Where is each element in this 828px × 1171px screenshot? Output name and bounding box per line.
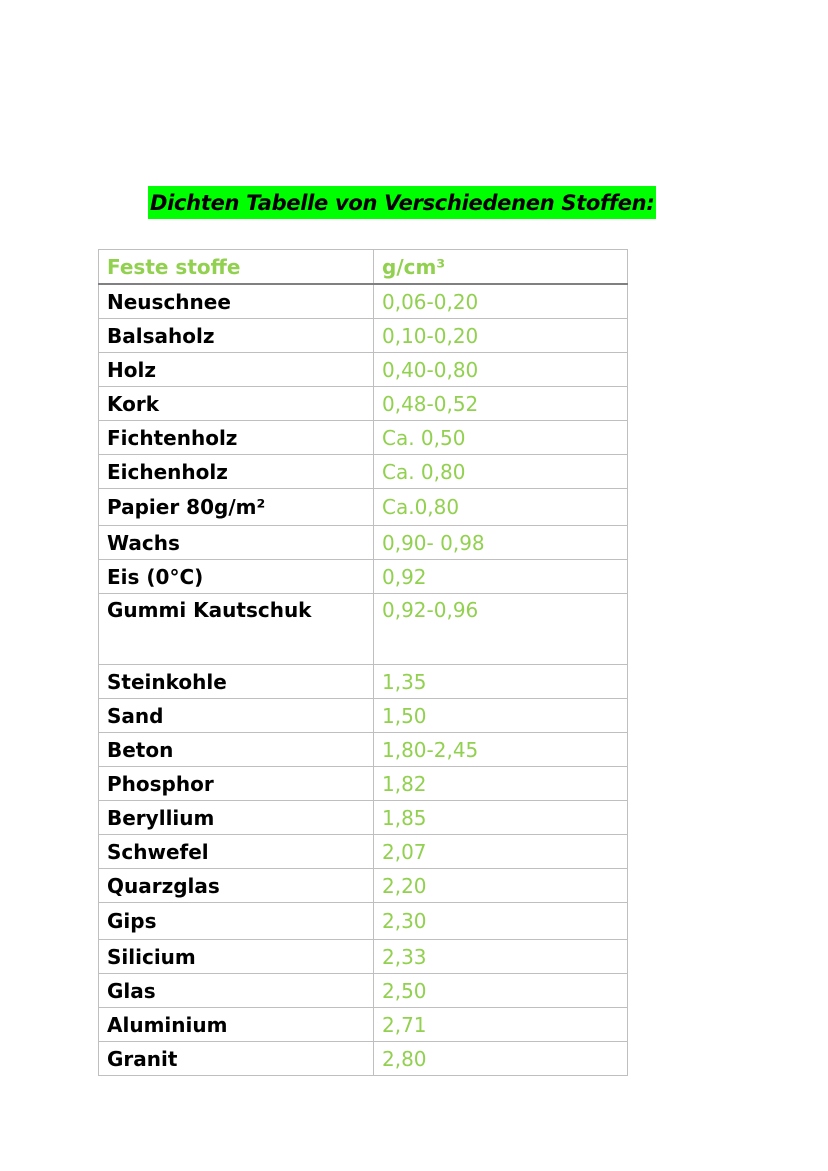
density-value: 1,80-2,45: [374, 733, 628, 767]
density-value: Ca. 0,80: [374, 455, 628, 489]
density-value: 2,50: [374, 974, 628, 1008]
material-name: Beton: [99, 733, 374, 767]
density-value: 2,80: [374, 1042, 628, 1076]
material-name: Gips: [99, 903, 374, 940]
material-name: Eichenholz: [99, 455, 374, 489]
table-row: [99, 489, 628, 526]
table-row: [99, 974, 628, 1008]
table-row: [99, 1008, 628, 1042]
material-name: Fichtenholz: [99, 421, 374, 455]
material-name: Neuschnee: [99, 284, 374, 319]
table-row: [99, 353, 628, 387]
table-row: [99, 455, 628, 489]
material-name: Kork: [99, 387, 374, 421]
material-name: Schwefel: [99, 835, 374, 869]
material-name: Quarzglas: [99, 869, 374, 903]
table-row: [99, 699, 628, 733]
density-value: 0,90- 0,98: [374, 526, 628, 560]
title-highlight: [148, 186, 656, 219]
material-name: Granit: [99, 1042, 374, 1076]
material-name: Eis (0°C): [99, 560, 374, 594]
table-row: [99, 284, 628, 319]
density-value: 0,06-0,20: [374, 284, 628, 319]
material-name: Phosphor: [99, 767, 374, 801]
material-name: Glas: [99, 974, 374, 1008]
density-value: 0,92: [374, 560, 628, 594]
table-row: [99, 319, 628, 353]
table-row: [99, 767, 628, 801]
material-name: Steinkohle: [99, 665, 374, 699]
table-row: [99, 387, 628, 421]
table-row: [99, 421, 628, 455]
density-value: Ca.0,80: [374, 489, 628, 526]
density-value: 2,33: [374, 940, 628, 974]
density-value: 1,50: [374, 699, 628, 733]
material-name: Gummi Kautschuk: [99, 594, 374, 665]
table-row: [99, 665, 628, 699]
table-row: [99, 940, 628, 974]
table-row: [99, 835, 628, 869]
page-title: Dichten Tabelle von Verschiedenen Stoffen:: [150, 190, 655, 215]
material-name: Balsaholz: [99, 319, 374, 353]
density-value: 1,85: [374, 801, 628, 835]
density-value: 1,82: [374, 767, 628, 801]
table-row: [99, 560, 628, 594]
density-value: 0,10-0,20: [374, 319, 628, 353]
material-name: Sand: [99, 699, 374, 733]
material-name: Papier 80g/m²: [99, 489, 374, 526]
material-name: Aluminium: [99, 1008, 374, 1042]
density-value: 0,40-0,80: [374, 353, 628, 387]
header-row: [99, 250, 628, 285]
density-value: 2,20: [374, 869, 628, 903]
density-value: 1,35: [374, 665, 628, 699]
material-name: Holz: [99, 353, 374, 387]
density-value: Ca. 0,50: [374, 421, 628, 455]
table-row: [99, 594, 628, 665]
density-value: 2,30: [374, 903, 628, 940]
column-header-material: Feste stoffe: [99, 250, 374, 285]
density-value: 2,71: [374, 1008, 628, 1042]
density-value: 0,48-0,52: [374, 387, 628, 421]
column-header-unit: g/cm³: [374, 250, 628, 285]
table-row: [99, 526, 628, 560]
density-value: 0,92-0,96: [374, 594, 628, 665]
table-row: [99, 869, 628, 903]
table-row: [99, 801, 628, 835]
table-row: [99, 733, 628, 767]
density-value: 2,07: [374, 835, 628, 869]
material-name: Silicium: [99, 940, 374, 974]
material-name: Wachs: [99, 526, 374, 560]
material-name: Beryllium: [99, 801, 374, 835]
table-row: [99, 903, 628, 940]
table-row: [99, 1042, 628, 1076]
density-table: [98, 249, 628, 1076]
table-header: [99, 250, 628, 285]
